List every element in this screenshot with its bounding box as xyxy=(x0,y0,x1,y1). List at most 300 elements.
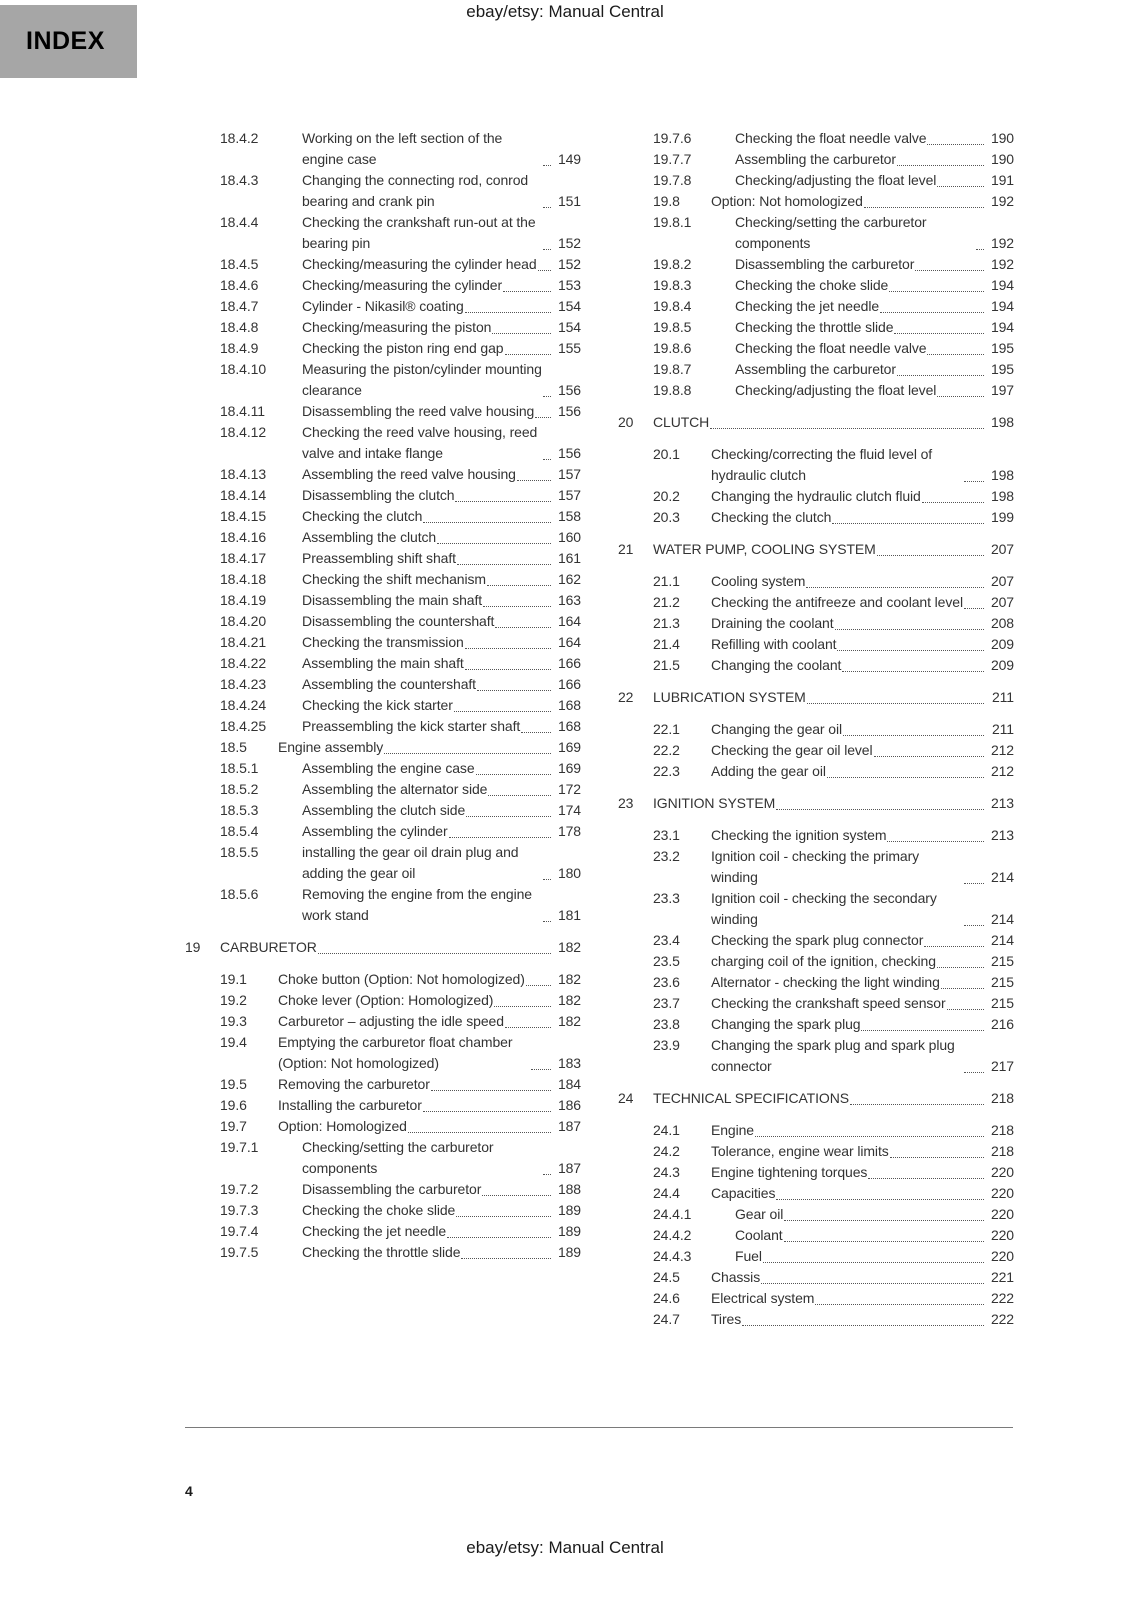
toc-entry-page: 157 xyxy=(557,466,581,482)
toc-entry-title: Changing the connecting rod, conrod bearing and crank pin xyxy=(302,172,529,209)
dotted-leader xyxy=(465,312,551,313)
toc-entry-page: 191 xyxy=(990,172,1014,188)
dotted-leader xyxy=(543,1174,551,1175)
toc-entry xyxy=(618,719,1014,740)
toc-entry-page: 164 xyxy=(557,634,581,650)
toc-entry-number: 18.4.3 xyxy=(220,172,259,188)
dotted-leader xyxy=(868,1178,984,1179)
toc-entry-page: 190 xyxy=(990,130,1014,146)
dotted-leader xyxy=(482,1195,551,1196)
toc-entry-number: 19.8.3 xyxy=(653,277,692,293)
toc-entry-number: 18.4.18 xyxy=(220,571,267,587)
toc-entry-title: Option: Not homologized xyxy=(711,193,863,209)
toc-entry-page: 198 xyxy=(990,414,1014,430)
toc-entry-page: 161 xyxy=(557,550,581,566)
toc-entry-number: 22.3 xyxy=(653,763,680,779)
dotted-leader xyxy=(384,753,551,754)
toc-entry-number: 23 xyxy=(618,795,634,811)
toc-entry-title: IGNITION SYSTEM xyxy=(653,795,776,811)
toc-entry-number: 19.7.7 xyxy=(653,151,692,167)
toc-entry xyxy=(185,212,581,254)
toc-entry-title: Checking the piston ring end gap xyxy=(302,340,504,356)
toc-entry-page: 169 xyxy=(557,739,581,755)
toc-entry-page: 211 xyxy=(991,721,1014,737)
toc-entry-page: 222 xyxy=(990,1311,1014,1327)
toc-entry-title: Ignition coil - checking the secondary winding xyxy=(711,890,937,927)
toc-entry-title: Checking/adjusting the float level xyxy=(735,172,937,188)
toc-entry-page: 162 xyxy=(557,571,581,587)
dotted-leader xyxy=(915,270,984,271)
toc-entry xyxy=(185,569,581,590)
toc-entry-title: CLUTCH xyxy=(653,414,710,430)
toc-entry-title: Choke button (Option: Not homologized) xyxy=(278,971,525,987)
dotted-leader xyxy=(503,291,551,292)
toc-entry xyxy=(185,338,581,359)
toc-entry-title: Checking/measuring the piston xyxy=(302,319,492,335)
toc-entry xyxy=(618,191,1014,212)
toc-entry-page: 152 xyxy=(557,235,581,251)
toc-entry-page: 156 xyxy=(557,382,581,398)
toc-entry-title: Checking the antifreeze and coolant level xyxy=(711,594,963,610)
toc-entry xyxy=(618,825,1014,846)
toc-entry-title: Checking/measuring the cylinder xyxy=(302,277,503,293)
dotted-leader xyxy=(488,795,551,796)
toc-entry-number: 21.5 xyxy=(653,657,680,673)
toc-entry xyxy=(618,655,1014,676)
dotted-leader xyxy=(487,585,551,586)
dotted-leader xyxy=(815,1304,984,1305)
toc-entry-number: 24.4.1 xyxy=(653,1206,692,1222)
toc-entry xyxy=(185,485,581,506)
toc-entry xyxy=(185,1074,581,1095)
dotted-leader xyxy=(476,774,551,775)
page-footer xyxy=(0,1538,1130,1558)
toc-entry xyxy=(618,380,1014,401)
toc-entry-number: 18.4.22 xyxy=(220,655,267,671)
toc-entry-page: 198 xyxy=(990,488,1014,504)
toc-entry-page: 172 xyxy=(557,781,581,797)
dotted-leader xyxy=(535,417,551,418)
toc-entry-page: 217 xyxy=(990,1058,1014,1074)
dotted-leader xyxy=(505,1027,551,1028)
index-label: INDEX xyxy=(26,27,105,55)
toc-entry-title: Checking the jet needle xyxy=(302,1223,447,1239)
dotted-leader xyxy=(761,1283,984,1284)
toc-entry-title: Preassembling shift shaft xyxy=(302,550,456,566)
toc-entry xyxy=(618,1246,1014,1267)
dotted-leader xyxy=(431,1090,551,1091)
dotted-leader xyxy=(492,333,551,334)
toc-entry-page: 181 xyxy=(557,907,581,923)
toc-entry-title: Gear oil xyxy=(735,1206,784,1222)
dotted-leader xyxy=(897,375,984,376)
toc-entry-page: 154 xyxy=(557,319,581,335)
toc-entry-title: Carburetor – adjusting the idle speed xyxy=(278,1013,504,1029)
dotted-leader xyxy=(964,481,984,482)
toc-entry-title: Capacities xyxy=(711,1185,776,1201)
toc-entry-page: 160 xyxy=(557,529,581,545)
toc-entry-number: 18.4.24 xyxy=(220,697,267,713)
dotted-leader xyxy=(894,333,984,334)
toc-entry-page: 209 xyxy=(990,657,1014,673)
dotted-leader xyxy=(784,1220,984,1221)
toc-entry-number: 19.2 xyxy=(220,992,247,1008)
toc-entry-page: 218 xyxy=(990,1090,1014,1106)
toc-entry-page: 218 xyxy=(990,1122,1014,1138)
toc-entry-title: Assembling the countershaft xyxy=(302,676,476,692)
toc-entry xyxy=(185,1221,581,1242)
toc-entry-title: Disassembling the carburetor xyxy=(735,256,915,272)
dotted-leader xyxy=(543,249,551,250)
dotted-leader xyxy=(947,1009,984,1010)
toc-entry-number: 18.4.17 xyxy=(220,550,267,566)
dotted-leader xyxy=(495,627,551,628)
toc-entry xyxy=(185,611,581,632)
toc-entry-number: 24.2 xyxy=(653,1143,680,1159)
toc-entry xyxy=(618,846,1014,888)
dotted-leader xyxy=(318,953,551,954)
toc-entry-page: 192 xyxy=(990,235,1014,251)
dotted-leader xyxy=(864,207,984,208)
toc-entry-page: 190 xyxy=(990,151,1014,167)
toc-entry xyxy=(185,401,581,422)
dotted-leader xyxy=(832,523,984,524)
toc-entry-title: Assembling the alternator side xyxy=(302,781,488,797)
toc-entry-number: 23.6 xyxy=(653,974,680,990)
toc-entry-title: Installing the carburetor xyxy=(278,1097,422,1113)
toc-entry-page: 164 xyxy=(557,613,581,629)
toc-entry-title: Checking the float needle valve xyxy=(735,130,927,146)
toc-entry-page: 213 xyxy=(990,795,1014,811)
toc-entry-page: 184 xyxy=(557,1076,581,1092)
toc-entry-page: 215 xyxy=(990,974,1014,990)
toc-entry-number: 18.5.3 xyxy=(220,802,259,818)
toc-entry-title: Checking the kick starter xyxy=(302,697,453,713)
toc-entry-page: 156 xyxy=(557,445,581,461)
toc-entry xyxy=(185,653,581,674)
dotted-leader xyxy=(505,354,552,355)
toc-entry-title: Removing the carburetor xyxy=(278,1076,430,1092)
toc-entry xyxy=(185,884,581,926)
toc-entry-title: Assembling the clutch xyxy=(302,529,437,545)
toc-entry-page: 166 xyxy=(557,676,581,692)
toc-column-left xyxy=(185,128,581,1330)
toc-entry-title: Assembling the main shaft xyxy=(302,655,464,671)
toc-entry-title: Checking the throttle slide xyxy=(735,319,894,335)
toc-entry-title: Changing the hydraulic clutch fluid xyxy=(711,488,921,504)
toc-entry-number: 19.7.5 xyxy=(220,1244,259,1260)
toc-entry-title: Assembling the carburetor xyxy=(735,151,896,167)
toc-entry-title: Working on the left section of the engine case xyxy=(302,130,503,167)
dotted-leader xyxy=(543,396,551,397)
toc-entry xyxy=(185,716,581,737)
toc-entry xyxy=(618,1088,1014,1109)
page-number: 4 xyxy=(185,1483,193,1499)
toc-entry-page: 198 xyxy=(990,467,1014,483)
toc-entry xyxy=(185,990,581,1011)
toc-entry-page: 214 xyxy=(990,911,1014,927)
toc-entry-title: Assembling the reed valve housing xyxy=(302,466,516,482)
toc-entry xyxy=(618,1162,1014,1183)
toc-entry-title: Measuring the piston/cylinder mounting clearance xyxy=(302,361,542,398)
toc-entry xyxy=(185,464,581,485)
toc-entry-title: Checking the shift mechanism xyxy=(302,571,486,587)
toc-entry-page: 195 xyxy=(990,361,1014,377)
toc-entry-number: 21.4 xyxy=(653,636,680,652)
toc-entry-page: 220 xyxy=(990,1206,1014,1222)
toc-entry-number: 18.4.16 xyxy=(220,529,267,545)
toc-entry-number: 24.4 xyxy=(653,1185,680,1201)
toc-entry-title: Assembling the engine case xyxy=(302,760,475,776)
toc-entry-number: 18.4.12 xyxy=(220,424,267,440)
toc-entry-number: 24.1 xyxy=(653,1122,680,1138)
dotted-leader xyxy=(842,671,984,672)
dotted-leader xyxy=(941,988,984,989)
dotted-leader xyxy=(494,1006,551,1007)
dotted-leader xyxy=(877,555,984,556)
toc-entry-title: Adding the gear oil xyxy=(711,763,826,779)
dotted-leader xyxy=(742,1325,984,1326)
toc-entry-title: Option: Homologized xyxy=(278,1118,407,1134)
dotted-leader xyxy=(521,732,551,733)
toc-entry-number: 19.7.6 xyxy=(653,130,692,146)
toc-entry xyxy=(618,1225,1014,1246)
dotted-leader xyxy=(543,207,551,208)
toc-entry-title: Checking the choke slide xyxy=(302,1202,456,1218)
toc-entry-number: 22.2 xyxy=(653,742,680,758)
toc-entry-number: 19.7 xyxy=(220,1118,247,1134)
toc-entry-number: 20.2 xyxy=(653,488,680,504)
toc-entry-number: 18.4.14 xyxy=(220,487,267,503)
toc-entry-page: 199 xyxy=(990,509,1014,525)
footer-divider xyxy=(185,1427,1013,1428)
dotted-leader xyxy=(927,354,984,355)
toc-entry-title: CARBURETOR xyxy=(220,939,317,955)
toc-entry xyxy=(618,444,1014,486)
toc-entry-page: 178 xyxy=(557,823,581,839)
toc-entry-page: 207 xyxy=(990,594,1014,610)
toc-entry-number: 18.5.2 xyxy=(220,781,259,797)
page-header xyxy=(0,0,1130,22)
toc-entry-number: 18.4.9 xyxy=(220,340,259,356)
dotted-leader xyxy=(755,1136,984,1137)
toc-entry xyxy=(618,761,1014,782)
toc-entry-title: WATER PUMP, COOLING SYSTEM xyxy=(653,541,876,557)
toc-entry-number: 19.8.2 xyxy=(653,256,692,272)
toc-entry-title: Engine assembly xyxy=(278,739,384,755)
toc-entry-page: 187 xyxy=(557,1118,581,1134)
toc-entry xyxy=(618,1183,1014,1204)
toc-entry-title: installing the gear oil drain plug and adding the gear oil xyxy=(302,844,519,881)
dotted-leader xyxy=(423,1111,551,1112)
toc-entry xyxy=(618,317,1014,338)
toc-entry xyxy=(185,1179,581,1200)
toc-entry-number: 18.4.21 xyxy=(220,634,267,650)
toc-entry-title: Checking/correcting the fluid level of hydraulic clutch xyxy=(711,446,933,483)
toc-entry-page: 214 xyxy=(990,869,1014,885)
toc-entry-number: 21.3 xyxy=(653,615,680,631)
toc-entry xyxy=(618,254,1014,275)
toc-entry-number: 20.3 xyxy=(653,509,680,525)
toc-entry-title: Checking the transmission xyxy=(302,634,464,650)
toc-entry-page: 212 xyxy=(990,742,1014,758)
toc-entry-number: 19.5 xyxy=(220,1076,247,1092)
toc-entry xyxy=(185,422,581,464)
toc-entry xyxy=(618,507,1014,528)
dotted-leader xyxy=(543,921,551,922)
toc-entry-title: Draining the coolant xyxy=(711,615,834,631)
toc-entry-number: 22 xyxy=(618,689,634,705)
dotted-leader xyxy=(776,1199,984,1200)
toc-entry xyxy=(618,687,1014,708)
dotted-leader xyxy=(776,809,984,810)
header-title: ebay/etsy: Manual Central xyxy=(466,2,664,21)
dotted-leader xyxy=(861,1030,984,1031)
toc-entry-number: 18.4.10 xyxy=(220,361,267,377)
toc-entry-title: Checking/measuring the cylinder head xyxy=(302,256,537,272)
toc-entry-page: 166 xyxy=(557,655,581,671)
toc-entry-number: 18.4.2 xyxy=(220,130,259,146)
dotted-leader xyxy=(964,925,984,926)
toc-entry-title: Tolerance, engine wear limits xyxy=(711,1143,889,1159)
toc-entry-number: 18.4.5 xyxy=(220,256,259,272)
toc-entry-title: Checking the float needle valve xyxy=(735,340,927,356)
toc-entry xyxy=(185,170,581,212)
dotted-leader xyxy=(454,711,551,712)
dotted-leader xyxy=(483,606,551,607)
toc-entry-page: 189 xyxy=(557,1244,581,1260)
toc-entry-title: Emptying the carburetor float chamber (Option: Not homologized) xyxy=(278,1034,513,1071)
toc-entry-number: 19.8.8 xyxy=(653,382,692,398)
dotted-leader xyxy=(843,735,984,736)
toc-entry-title: Assembling the cylinder xyxy=(302,823,448,839)
toc-entry-page: 194 xyxy=(990,319,1014,335)
toc-entry-page: 155 xyxy=(557,340,581,356)
toc-entry-number: 18.4.11 xyxy=(220,403,265,419)
toc-entry-title: Changing the spark plug and spark plug connector xyxy=(711,1037,955,1074)
toc-entry-title: Disassembling the carburetor xyxy=(302,1181,482,1197)
toc-entry xyxy=(185,1032,581,1074)
toc-entry-page: 215 xyxy=(990,995,1014,1011)
toc-entry xyxy=(185,969,581,990)
toc-entry-page: 207 xyxy=(990,573,1014,589)
toc-entry-number: 19.6 xyxy=(220,1097,247,1113)
toc-entry-title: Tires xyxy=(711,1311,742,1327)
toc-entry-title: Disassembling the reed valve housing xyxy=(302,403,535,419)
toc-entry xyxy=(618,1204,1014,1225)
toc-entry-page: 182 xyxy=(557,939,581,955)
toc-entry xyxy=(618,888,1014,930)
dotted-leader xyxy=(889,291,984,292)
toc-entry-title: Disassembling the countershaft xyxy=(302,613,495,629)
toc-entry xyxy=(618,1267,1014,1288)
dotted-leader xyxy=(465,648,551,649)
toc-entry-title: Engine xyxy=(711,1122,754,1138)
toc-entry-page: 182 xyxy=(557,971,581,987)
toc-entry xyxy=(618,170,1014,191)
toc-entry xyxy=(185,737,581,758)
toc-entry-number: 23.8 xyxy=(653,1016,680,1032)
toc-entry-number: 24 xyxy=(618,1090,634,1106)
toc-entry-page: 216 xyxy=(990,1016,1014,1032)
toc-entry xyxy=(185,1242,581,1263)
toc-entry-page: 157 xyxy=(557,487,581,503)
toc-entry xyxy=(185,800,581,821)
toc-entry-page: 213 xyxy=(990,827,1014,843)
toc-entry-title: TECHNICAL SPECIFICATIONS xyxy=(653,1090,849,1106)
toc-entry-title: Checking the ignition system xyxy=(711,827,887,843)
toc-entry-title: Changing the gear oil xyxy=(711,721,842,737)
toc-column-right xyxy=(618,128,1014,1330)
dotted-leader xyxy=(835,629,984,630)
toc-entry-page: 218 xyxy=(990,1143,1014,1159)
toc-entry xyxy=(618,613,1014,634)
toc-entry-page: 207 xyxy=(990,541,1014,557)
dotted-leader xyxy=(543,165,551,166)
toc-entry xyxy=(185,632,581,653)
dotted-leader xyxy=(976,249,984,250)
toc-entry-page: 221 xyxy=(990,1269,1014,1285)
toc-entry xyxy=(185,1200,581,1221)
toc-entry xyxy=(618,1309,1014,1330)
dotted-leader xyxy=(964,1072,984,1073)
toc-entry-title: Disassembling the clutch xyxy=(302,487,455,503)
toc-entry-number: 18.4.20 xyxy=(220,613,267,629)
toc-entry-number: 19.3 xyxy=(220,1013,247,1029)
dotted-leader xyxy=(538,270,551,271)
toc-entry xyxy=(185,128,581,170)
toc-entry-page: 188 xyxy=(557,1181,581,1197)
toc-entry-title: Checking the clutch xyxy=(302,508,423,524)
toc-entry-title: Preassembling the kick starter shaft xyxy=(302,718,521,734)
toc-entry xyxy=(618,1288,1014,1309)
toc-entry xyxy=(185,1095,581,1116)
toc-entry-title: Assembling the clutch side xyxy=(302,802,466,818)
toc-entry-title: charging coil of the ignition, checking xyxy=(711,953,936,969)
dotted-leader xyxy=(763,1262,984,1263)
toc-entry-page: 186 xyxy=(557,1097,581,1113)
toc-entry xyxy=(185,275,581,296)
toc-entry xyxy=(618,338,1014,359)
toc-entry-title: Removing the engine from the engine work stand xyxy=(302,886,532,923)
toc-entry-number: 18.4.13 xyxy=(220,466,267,482)
toc-entry-number: 19.8.7 xyxy=(653,361,692,377)
toc-entry xyxy=(618,1014,1014,1035)
toc-entry-number: 19.8.4 xyxy=(653,298,692,314)
dotted-leader xyxy=(827,777,984,778)
toc-entry-page: 220 xyxy=(990,1227,1014,1243)
toc-entry-page: 189 xyxy=(557,1202,581,1218)
toc-entry-title: Fuel xyxy=(735,1248,762,1264)
toc-entry xyxy=(618,1120,1014,1141)
toc-entry-number: 23.3 xyxy=(653,890,680,906)
toc-entry xyxy=(185,674,581,695)
dotted-leader xyxy=(887,841,984,842)
toc-entry-title: Checking the choke slide xyxy=(735,277,889,293)
toc-entry xyxy=(185,779,581,800)
toc-entry-number: 20.1 xyxy=(653,446,680,462)
toc-entry-page: 156 xyxy=(557,403,581,419)
toc-entry-title: Chassis xyxy=(711,1269,761,1285)
toc-entry-page: 152 xyxy=(557,256,581,272)
toc-entry-page: 182 xyxy=(557,992,581,1008)
toc-entry xyxy=(185,317,581,338)
toc-entry-page: 154 xyxy=(557,298,581,314)
dotted-leader xyxy=(465,669,551,670)
toc-entry-number: 21 xyxy=(618,541,634,557)
toc-entry-number: 19.4 xyxy=(220,1034,247,1050)
toc-entry-number: 18.5 xyxy=(220,739,247,755)
